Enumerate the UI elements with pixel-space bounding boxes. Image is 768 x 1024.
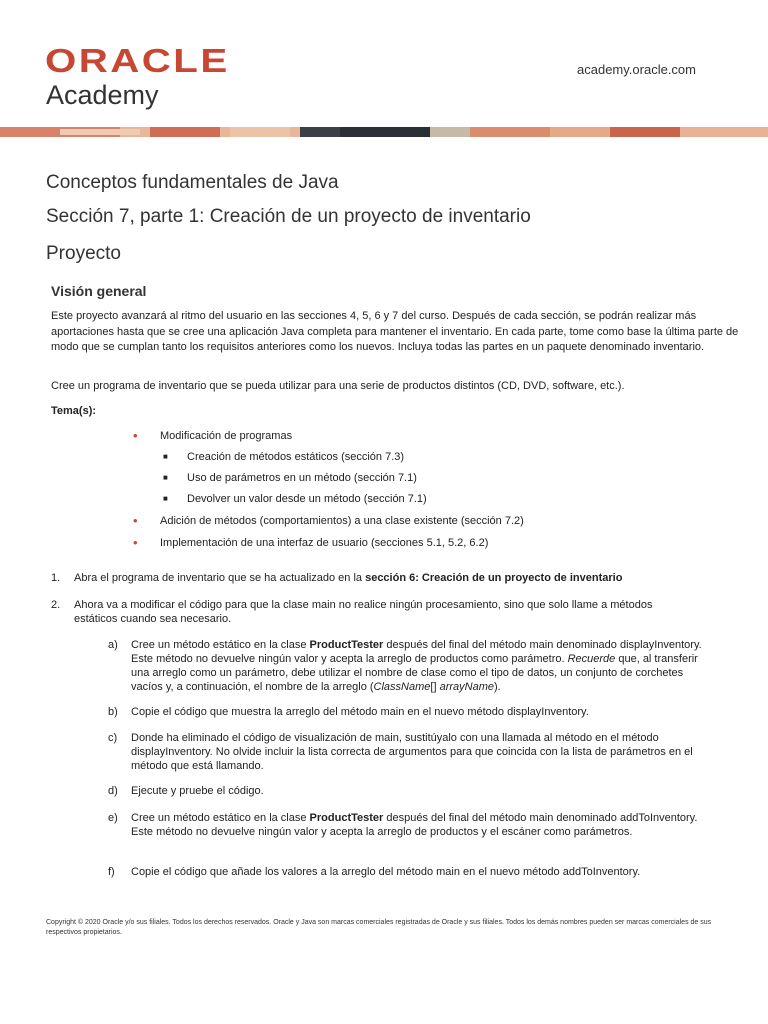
overview-paragraph-2: Cree un programa de inventario que se pueda utilizar para una serie de productos distintos (CD, DVD, software, etc.). [51,380,625,392]
substep-label: c) [108,732,118,744]
bullet-icon: • [133,513,138,528]
substep-label: b) [108,706,118,718]
site-url: academy.oracle.com [577,62,696,77]
substep-label: e) [108,812,118,824]
list-item-text: Devolver un valor desde un método (sección 7.1) [187,493,427,505]
substep-text: Cree un método estático en la clase ProductTester después del final del método main denominado addToInventory. Este método no devuelve ningún valor y acepta la arreglo de productos y el escáner como parámetros. [131,812,698,838]
step-number: 1. [51,572,61,584]
bullet-icon: ■ [163,473,168,482]
substep-text: Ejecute y pruebe el código. [131,785,264,797]
section-title: Sección 7, parte 1: Creación de un proyecto de inventario [46,206,531,227]
list-item-text: Creación de métodos estáticos (sección 7.3) [187,451,405,463]
decorative-banner [0,127,768,137]
academy-logo-text: Academy [46,80,159,110]
bullet-icon: ■ [163,494,168,503]
oracle-logo: ORACLE [45,42,230,79]
overview-paragraph: Este proyecto avanzará al ritmo del usuario en las secciones 4, 5, 6 y 7 del curso. Después de cada sección, se podrán realizar más aportaciones hasta que se cree una aplicación Java completa para mantener el inventario. En cada parte, tome como base la última parte de modo que se cumplan tanto los requisitos anteriores como los nuevos. Incluya todas las partes en un paquete denominado inventario. [51,310,739,353]
substep-text: Copie el código que añade los valores a la arreglo del método main en el nuevo método addToInventory. [131,866,641,878]
substep-label: d) [108,785,118,797]
course-title: Conceptos fundamentales de Java [46,172,339,193]
list-item-text: Modificación de programas [160,430,293,442]
substep-text: Cree un método estático en la clase ProductTester después del final del método main denominado displayInventory. Este método no devuelve ningún valor y acepta la arreglo de productos como parámetro. Recuerde que, al transferir una arreglo como un parámetro, debe utilizar el nombre de clase como el tipo de datos, un conjunto de corchetes vacíos y, a continuación, el nombre de la arreglo (ClassName[] arrayName). [131,639,702,693]
step-number: 2. [51,599,61,611]
topics-label: Tema(s): [51,405,97,417]
bullet-icon: ■ [163,452,168,461]
bullet-icon: • [133,535,138,550]
substep-text: Copie el código que muestra la arreglo del método main en el nuevo método displayInventory. [131,706,589,718]
copyright-footer: Copyright © 2020 Oracle y/o sus filiales. Todos los derechos reservados. Oracle y Java son marcas comerciales registradas de Oracle y sus filiales. Todos los demás nombres pueden ser marcas comerciales de sus respectivos propietarios. [46,919,712,936]
project-title: Proyecto [46,243,121,264]
list-item-text: Implementación de una interfaz de usuario (secciones 5.1, 5.2, 6.2) [160,537,489,549]
substep-label: f) [108,866,115,878]
list-item-text: Adición de métodos (comportamientos) a una clase existente (sección 7.2) [160,515,524,527]
bullet-icon: • [133,428,138,443]
substep-label: a) [108,639,118,651]
step-text: Abra el programa de inventario que se ha actualizado en la sección 6: Creación de un proyecto de inventario [74,572,623,584]
substep-text: Donde ha eliminado el código de visualización de main, sustitúyalo con una llamada al método en el método displayInventory. No olvide incluir la lista correcta de argumentos para que coincida con la lista de parámetros en el método que está llamando. [131,732,693,772]
step-text: Ahora va a modificar el código para que la clase main no realice ningún procesamiento, sino que solo llame a métodos estáticos cuando sea necesario. [74,599,653,625]
list-item-text: Uso de parámetros en un método (sección 7.1) [187,472,417,484]
overview-heading: Visión general [51,283,147,299]
